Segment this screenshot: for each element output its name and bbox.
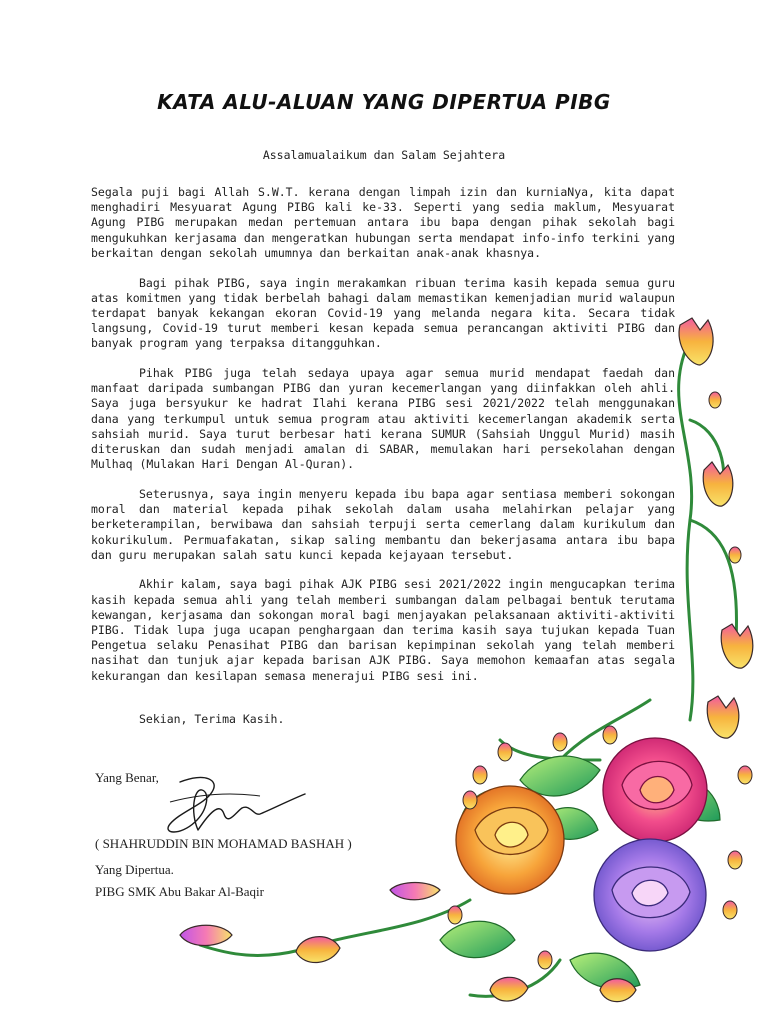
greeting: Assalamualaikum dan Salam Sejahtera (262, 148, 506, 162)
document-title: KATA ALU-ALUAN YANG DIPERTUA PIBG (157, 90, 611, 114)
paragraph-1: Segala puji bagi Allah S.W.T. kerana dengan limpah izin dan kurniaNya, kita dapat menghadiri Mesyuarat Agung PIBG kali ke-33. Seperti yang sedia maklum, Mesyuarat Agung PIBG merupakan medan pertemuan antara ibu bapa dengan pihak sekolah bagi mengukuhkan kerjasama dan mengeratkan hubungan serta mendapat info-info terkini yang berkaitan dengan sekolah umumnya dan berkaitan anak-anak khasnya. (91, 185, 675, 260)
closing-line: Sekian, Terima Kasih. (139, 712, 285, 726)
handwritten-signature (150, 772, 310, 842)
paragraph-2: Bagi pihak PIBG, saya ingin merakamkan ribuan terima kasih kepada semua guru atas komitmen yang tidak berbelah bahagi dalam memastikan kemenjadian murid walaupun terdapat banyak kekangan ekoran Covid-19 yang melanda negara kita. Secara tidak langsung, Covid-19 turut memberi kesan kepada semua perancangan aktiviti PIBG dan banyak program yang terpaksa ditangguhkan. (91, 275, 675, 351)
signatory-organization: PIBG SMK Abu Bakar Al-Baqir (95, 884, 264, 899)
paragraph-5: Akhir kalam, saya bagi pihak AJK PIBG sesi 2021/2022 ingin mengucapkan terima kasih kepada semua ahli yang telah memberi sumbangan dalam pelbagai bentuk terutama kewangan, kerjasama dan sokongan moral bagi menjayakan pelaksanaan aktiviti-aktiviti PIBG. Tidak lupa juga ucapan penghargaan dan terima kasih saya tujukan kepada Tuan Pengetua selaku Penasihat PIBG dan barisan kepimpinan sekolah yang telah memberi nasihat dan tunjuk ajar kepada barisan AJK PIBG. Saya memohon kemaafan atas segala kekurangan dan kesilapan semasa menerajui PIBG sesi ini. (91, 577, 675, 683)
signatory-position: Yang Dipertua. (95, 862, 174, 877)
signatory-name: ( SHAHRUDDIN BIN MOHAMAD BASHAH ) (95, 836, 352, 851)
signature-salutation: Yang Benar, (95, 770, 159, 785)
letter-body (91, 185, 675, 698)
paragraph-3: Pihak PIBG juga telah sedaya upaya agar semua murid mendapat faedah dan manfaat daripada sumbangan PIBG dan yuran kecemerlangan yang diinfakkan oleh ahli. Saya juga bersyukur ke hadrat Ilahi kerana PIBG sesi 2021/2022 telah menggunakan dana yang terkumpul untuk semua program atau aktiviti kecemerlangan akademik serta sahsiah murid. Saya turut berbesar hati kerana SUMUR (Sahsiah Unggul Murid) masih diteruskan dan sudah menjadi amalan di SABAR, memulakan hari persekolahan dengan Mulhaq (Mulakan Hari Dengan Al-Quran). (91, 366, 675, 472)
paragraph-4: Seterusnya, saya ingin menyeru kepada ibu bapa agar sentiasa memberi sokongan moral dan material kepada pihak sekolah dalam usaha melahirkan pelajar yang berketerampilan, berwibawa dan sahsiah terpuji serta cemerlang dalam kurikulum dan kokurikulum. Permuafakatan, sikap saling membantu dan bekerjasama antara ibu bapa dan guru merupakan salah satu kunci kepada kejayaan tersebut. (91, 486, 675, 562)
